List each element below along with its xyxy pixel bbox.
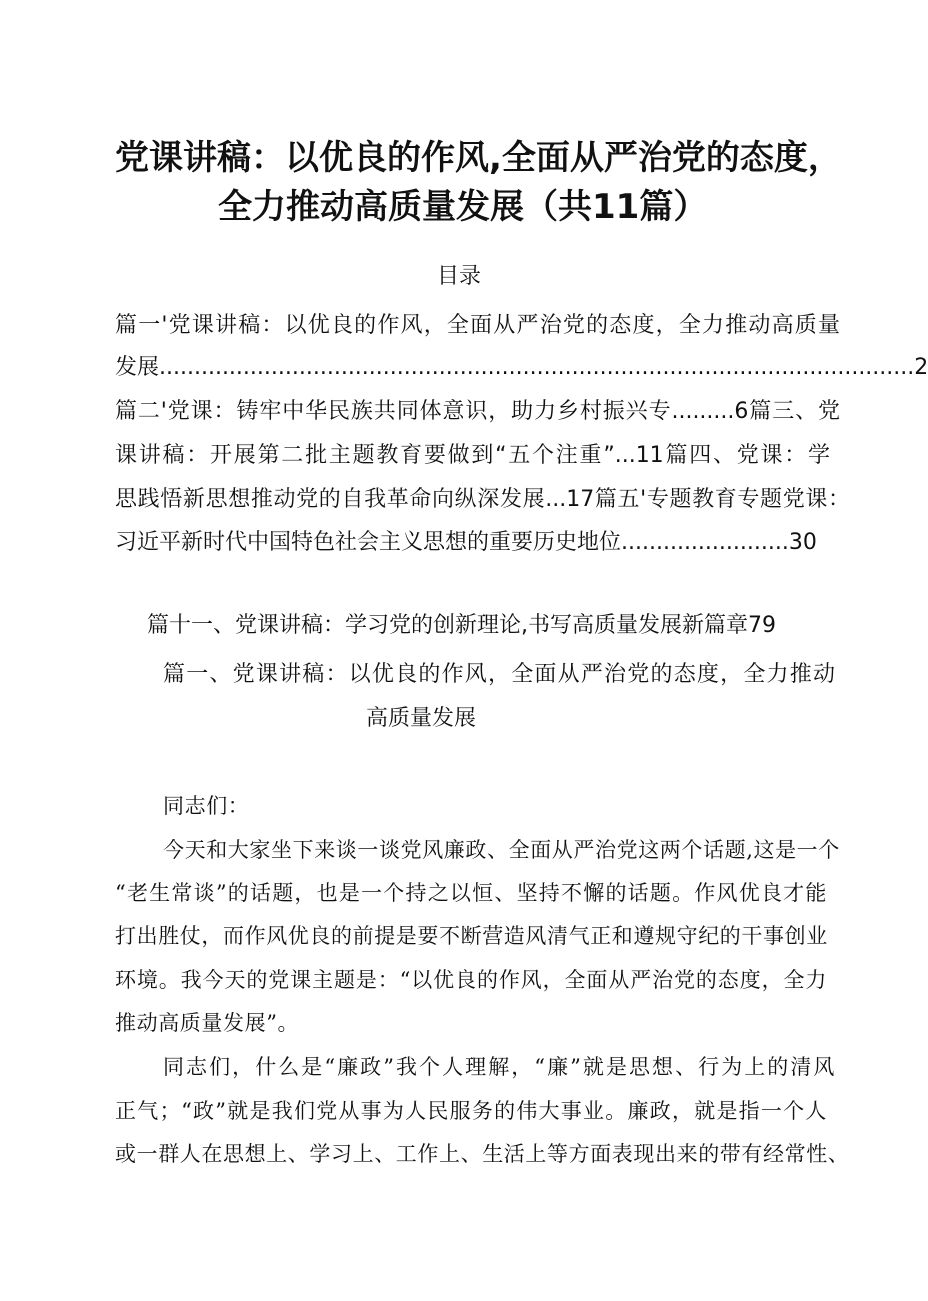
paragraph-line: 同志们，什么是“廉政”我个人理解，“廉”就是思想、行为上的清风 xyxy=(163,1055,835,1079)
toc-line: 课讲稿：开展第二批主题教育要做到“五个注重”...11篇四、党课：学 xyxy=(115,443,830,468)
paragraph-line: 或一群人在思想上、学习上、工作上、生活上等方面表现出来的带有经常性、 xyxy=(115,1142,850,1166)
paragraph-line: “老生常谈”的话题，也是一个持之以恒、坚持不懈的话题。作风优良才能 xyxy=(115,881,827,905)
toc-line: 发展............................................................................................................2 xyxy=(115,355,928,380)
toc-line-extra: 篇十一、党课讲稿：学习党的创新理论,书写高质量发展新篇章79 xyxy=(147,613,776,638)
toc-line: 篇二'党课：铸牢中华民族共同体意识，助力乡村振兴专.........6篇三、党 xyxy=(115,399,840,424)
toc-line: 思践悟新思想推动党的自我革命向纵深发展...17篇五'专题教育专题党课： xyxy=(115,487,850,512)
section-heading-line-1: 篇一、党课讲稿：以优良的作风，全面从严治党的态度，全力推动 xyxy=(163,662,835,687)
paragraph-line: 打出胜仗，而作风优良的前提是要不断营造风清气正和遵规守纪的干事创业 xyxy=(115,924,828,948)
paragraph-line: 今天和大家坐下来谈一谈党风廉政、全面从严治党这两个话题,这是一个 xyxy=(163,838,840,862)
section-heading-line-2: 高质量发展 xyxy=(366,706,477,731)
toc-line: 篇一'党课讲稿：以优良的作风，全面从严治党的态度，全力推动高质量 xyxy=(115,313,840,338)
doc-title-line-1: 党课讲稿：以优良的作风,全面从严治党的态度， xyxy=(115,138,842,178)
doc-title-line-2: 全力推动高质量发展（共11篇） xyxy=(218,187,708,227)
toc-heading: 目录 xyxy=(437,264,482,289)
paragraph-line: 环境。我今天的党课主题是：“以优良的作风，全面从严治党的态度，全力 xyxy=(115,968,827,992)
paragraph-line: 推动高质量发展”。 xyxy=(115,1011,300,1035)
salutation: 同志们： xyxy=(163,794,250,818)
toc-line: 习近平新时代中国特色社会主义思想的重要历史地位........................30 xyxy=(115,530,817,555)
paragraph-line: 正气；“政”就是我们党从事为人民服务的伟大事业。廉政，就是指一个人 xyxy=(115,1099,827,1123)
